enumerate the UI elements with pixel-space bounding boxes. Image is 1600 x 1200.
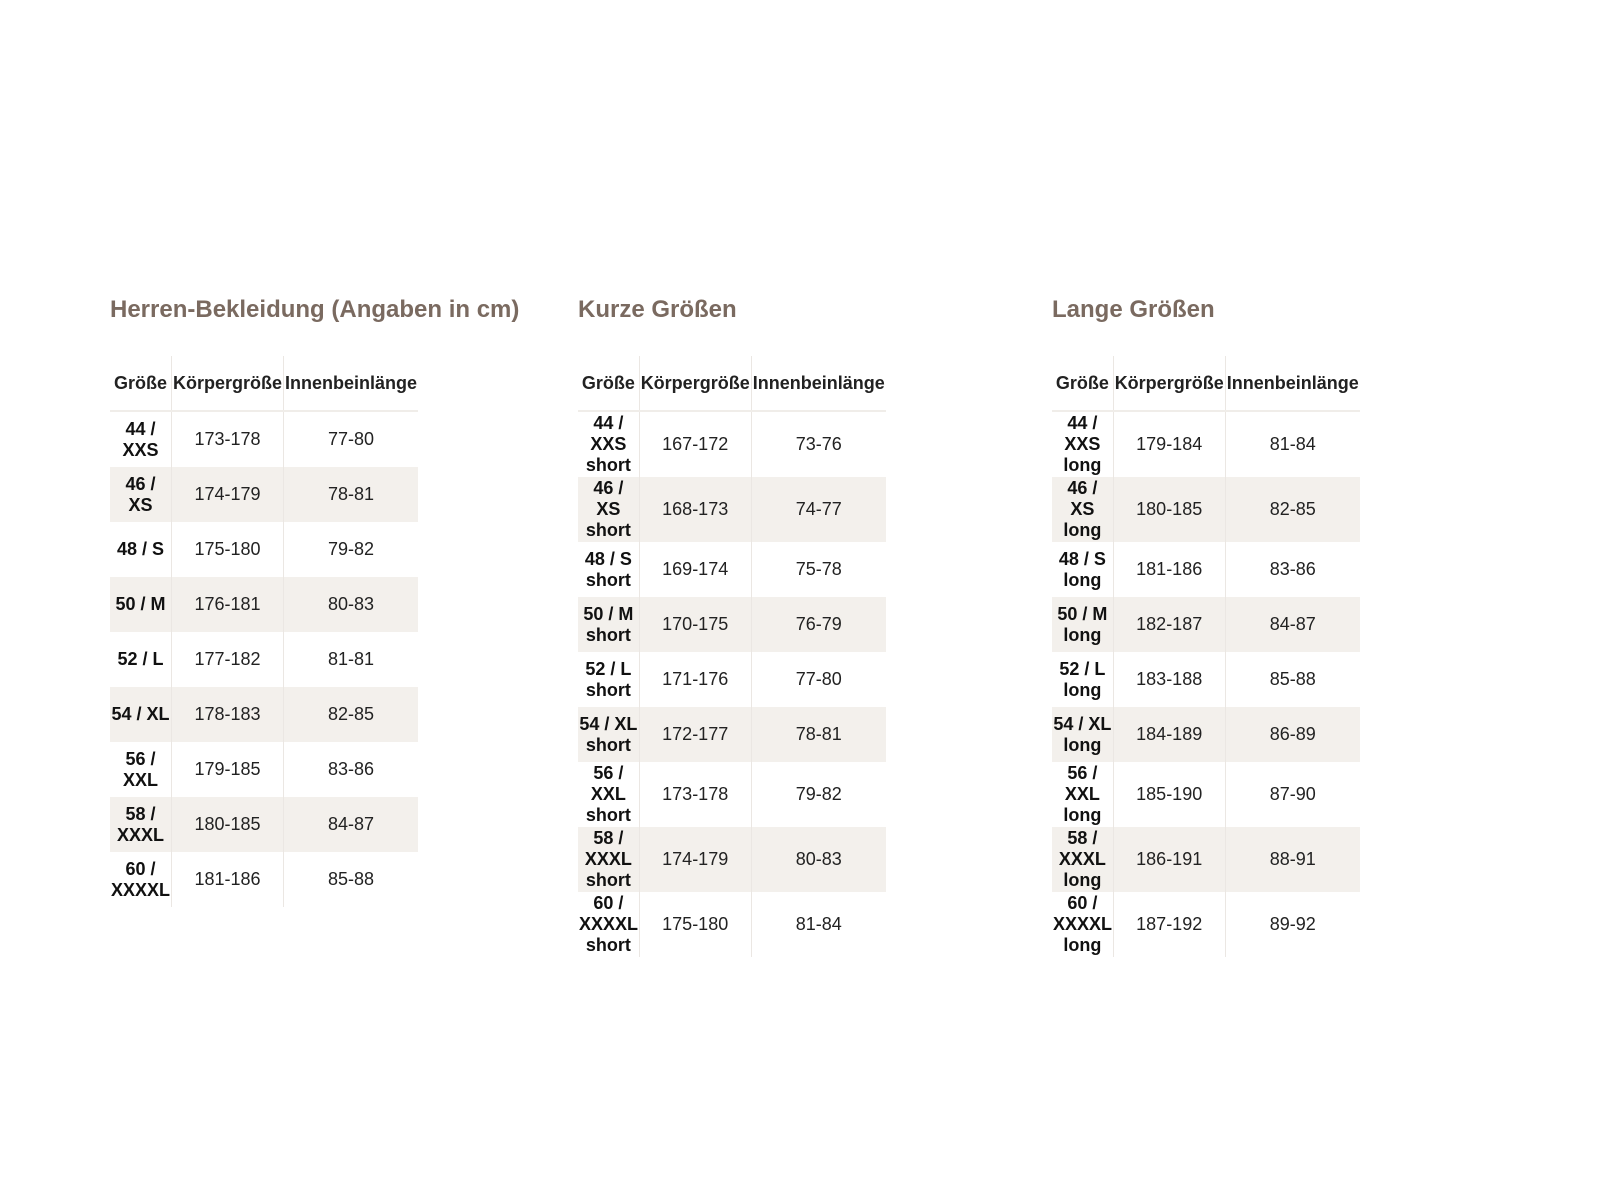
column-header-size: Größe: [110, 356, 172, 411]
body-height-cell: 179-184: [1113, 411, 1225, 477]
inseam-cell: 78-81: [751, 707, 886, 762]
table-row: [110, 522, 418, 577]
size-cell: 54 / XL short: [578, 707, 639, 762]
body-height-cell: 169-174: [639, 542, 751, 597]
body-height-cell: 175-180: [639, 892, 751, 957]
table-row: [578, 827, 886, 892]
column-header-body-height: Körpergröße: [1113, 356, 1225, 411]
body-height-cell: 170-175: [639, 597, 751, 652]
inseam-cell: 79-82: [284, 522, 419, 577]
inseam-cell: 85-88: [284, 852, 419, 907]
inseam-cell: 85-88: [1225, 652, 1360, 707]
size-cell: 60 / XXXXL: [111, 858, 171, 900]
size-cell: 50 / M long: [1052, 597, 1113, 652]
table-row: [110, 687, 418, 742]
inseam-cell: 83-86: [1225, 542, 1360, 597]
table-row: [1052, 597, 1360, 652]
body-height-cell: 182-187: [1113, 597, 1225, 652]
section-title: Lange Größen: [1052, 296, 1215, 323]
body-height-cell: 171-176: [639, 652, 751, 707]
body-height-cell: 183-188: [1113, 652, 1225, 707]
inseam-cell: 88-91: [1225, 827, 1360, 892]
table-row: [578, 652, 886, 707]
inseam-cell: 79-82: [751, 762, 886, 827]
section-title: Kurze Größen: [578, 296, 737, 323]
body-height-cell: 180-185: [1113, 477, 1225, 542]
body-height-cell: 174-179: [639, 827, 751, 892]
body-height-cell: 184-189: [1113, 707, 1225, 762]
inseam-cell: 83-86: [284, 742, 419, 797]
size-table: [1052, 356, 1360, 957]
size-cell: 44 / XXS short: [585, 413, 631, 475]
body-height-cell: 168-173: [639, 477, 751, 542]
body-height-cell: 179-185: [172, 742, 284, 797]
body-height-cell: 173-178: [172, 411, 284, 467]
body-height-cell: 178-183: [172, 687, 284, 742]
column-header-inseam: Innenbeinlänge: [1225, 356, 1360, 411]
table-header-row: [1052, 356, 1360, 411]
size-cell: 58 / XXXL long: [1052, 827, 1113, 892]
inseam-cell: 81-81: [284, 632, 419, 687]
inseam-cell: 84-87: [284, 797, 419, 852]
size-cell: 58 / XXXL: [110, 797, 172, 852]
body-height-cell: 185-190: [1113, 762, 1225, 827]
body-height-cell: 175-180: [172, 522, 284, 577]
inseam-cell: 81-84: [1225, 411, 1360, 477]
body-height-cell: 187-192: [1113, 892, 1225, 957]
table-row: [1052, 762, 1360, 827]
size-cell: 44 / XXS: [122, 418, 159, 460]
table-row: [110, 742, 418, 797]
inseam-cell: 82-85: [1225, 477, 1360, 542]
inseam-cell: 74-77: [751, 477, 886, 542]
size-table: [578, 356, 886, 957]
table-row: [1052, 477, 1360, 542]
body-height-cell: 177-182: [172, 632, 284, 687]
inseam-cell: 84-87: [1225, 597, 1360, 652]
body-height-cell: 181-186: [1113, 542, 1225, 597]
size-cell: 50 / M: [110, 577, 172, 632]
size-cell: 50 / M short: [578, 597, 639, 652]
table-row: [578, 542, 886, 597]
table-row: [578, 762, 886, 827]
size-cell: 52 / L: [117, 649, 164, 669]
table-row: [110, 467, 418, 522]
table-row: [1052, 707, 1360, 762]
table-row: [110, 852, 418, 907]
body-height-cell: 181-186: [172, 852, 284, 907]
inseam-cell: 86-89: [1225, 707, 1360, 762]
body-height-cell: 186-191: [1113, 827, 1225, 892]
column-header-inseam: Innenbeinlänge: [751, 356, 886, 411]
body-height-cell: 180-185: [172, 797, 284, 852]
size-cell: 52 / L short: [585, 658, 632, 700]
table-row: [110, 411, 418, 467]
section-title: Herren-Bekleidung (Angaben in cm): [110, 296, 520, 323]
table-row: [110, 797, 418, 852]
table-header-row: [110, 356, 418, 411]
size-cell: 52 / L long: [1059, 658, 1106, 700]
table-row: [578, 707, 886, 762]
inseam-cell: 89-92: [1225, 892, 1360, 957]
size-cell: 54 / XL: [110, 687, 172, 742]
table-row: [1052, 542, 1360, 597]
body-height-cell: 174-179: [172, 467, 284, 522]
body-height-cell: 172-177: [639, 707, 751, 762]
column-header-inseam: Innenbeinlänge: [284, 356, 419, 411]
inseam-cell: 80-83: [751, 827, 886, 892]
table-row: [578, 477, 886, 542]
table-row: [110, 577, 418, 632]
table-row: [578, 892, 886, 957]
inseam-cell: 77-80: [751, 652, 886, 707]
size-cell: 56 / XXL: [123, 748, 159, 790]
table-row: [110, 632, 418, 687]
inseam-cell: 78-81: [284, 467, 419, 522]
table-row: [1052, 827, 1360, 892]
size-cell: 44 / XXS long: [1063, 413, 1102, 475]
column-header-size: Größe: [578, 356, 639, 411]
inseam-cell: 75-78: [751, 542, 886, 597]
inseam-cell: 76-79: [751, 597, 886, 652]
table-header-row: [578, 356, 886, 411]
size-cell: 56 / XXL long: [1063, 763, 1102, 825]
inseam-cell: 81-84: [751, 892, 886, 957]
size-cell: 58 / XXXL short: [578, 827, 639, 892]
size-cell: 46 / XS: [110, 467, 172, 522]
size-table: [110, 356, 418, 907]
inseam-cell: 77-80: [284, 411, 419, 467]
body-height-cell: 173-178: [639, 762, 751, 827]
size-cell: 60 / XXXXL short: [579, 893, 639, 955]
inseam-cell: 73-76: [751, 411, 886, 477]
inseam-cell: 82-85: [284, 687, 419, 742]
size-cell: 48 / S long: [1058, 548, 1106, 590]
inseam-cell: 80-83: [284, 577, 419, 632]
body-height-cell: 176-181: [172, 577, 284, 632]
body-height-cell: 167-172: [639, 411, 751, 477]
table-row: [578, 597, 886, 652]
size-cell: 56 / XXL short: [585, 763, 631, 825]
table-row: [1052, 892, 1360, 957]
table-row: [578, 411, 886, 477]
inseam-cell: 87-90: [1225, 762, 1360, 827]
column-header-body-height: Körpergröße: [172, 356, 284, 411]
size-cell: 60 / XXXXL long: [1053, 893, 1113, 955]
column-header-size: Größe: [1052, 356, 1113, 411]
size-cell: 54 / XL long: [1052, 707, 1113, 762]
table-row: [1052, 411, 1360, 477]
size-cell: 48 / S short: [584, 548, 632, 590]
size-cell: 46 / XS long: [1052, 477, 1113, 542]
size-cell: 48 / S: [116, 539, 165, 559]
size-cell: 46 / XS short: [578, 477, 639, 542]
column-header-body-height: Körpergröße: [639, 356, 751, 411]
table-row: [1052, 652, 1360, 707]
